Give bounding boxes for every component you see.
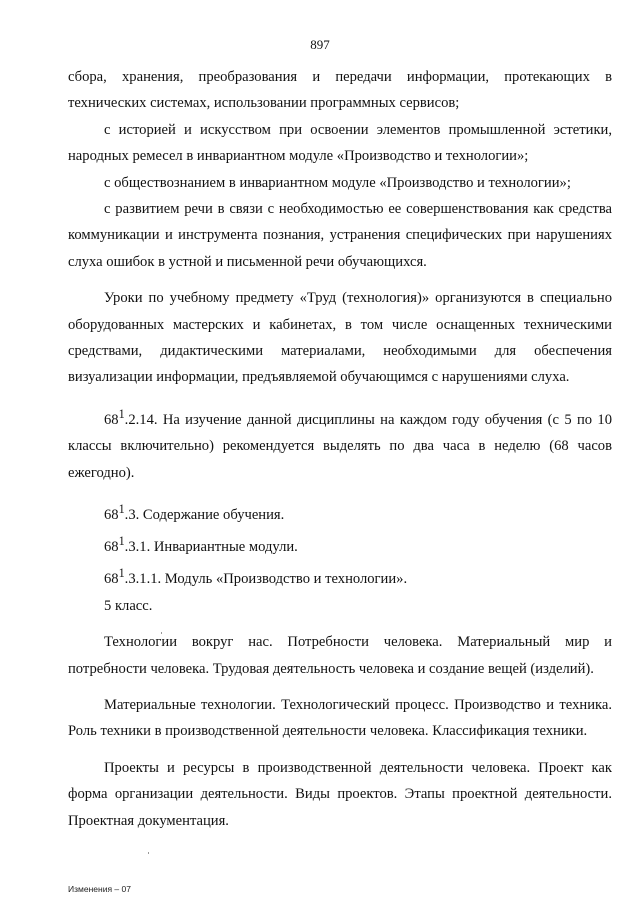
paragraph-text: сбора, хранения, преобразования и передачи информации, протекающих в технических системах, использовании программных сервисов; [68,69,612,112]
paragraph-text: .2.14. На изучение данной дисциплины на каждом году обучения (с 5 по 10 классы включительно) рекомендуется выделять по два часа в неделю (68 часов ежегодно). [68,411,612,481]
section-number: 68 [104,539,119,556]
paragraph-text: с историей и искусством при освоении элементов промышленной эстетики, народных ремесел в инвариантном модуле «Производство и технологии»; [68,121,612,165]
heading-text: 5 класс. [104,597,153,614]
section-number: 68 [104,506,119,523]
paragraph-text: с обществознанием в инвариантном модуле «Производство и технологии»; [104,174,571,191]
heading-content [68,496,612,528]
section-number: 68 [104,571,119,588]
paragraph-social-studies [68,170,612,196]
paragraph-material-technologies [68,692,612,745]
section-superscript: 1 [118,534,125,549]
paragraph-text: с развитием речи в связи с необходимостью ее совершенствования как средства коммуникации и инструмента познания, устранения специфических при нарушениях слуха ошибок в устной и письменной речи обучающихся. [68,201,612,270]
heading-module-production [68,560,612,592]
paragraph-speech-development [68,196,612,275]
heading-invariant-modules [68,528,612,560]
paragraph-technologies-around [68,629,612,682]
scan-speck [148,852,149,854]
paragraph-text: Проекты и ресурсы в производственной деятельности человека. Проект как форма организации деятельности. Виды проектов. Этапы проектной деятельности. Проектная документация. [68,759,612,829]
scan-speck [161,632,162,634]
heading-text: .3. Содержание обучения. [124,506,285,523]
section-superscript: 1 [118,501,125,516]
document-body [68,64,612,834]
section-superscript: 1 [118,406,125,421]
heading-grade-5 [68,593,612,619]
paragraph-text: Технологии вокруг нас. Потребности человека. Материальный мир и потребности человека. Трудовая деятельность человека и создание вещей (изделий). [68,634,612,677]
section-number: 68 [104,411,119,428]
paragraph-study-hours [68,401,612,486]
paragraph-projects-resources [68,755,612,834]
page-number: 897 [310,37,330,52]
paragraph-history-art [68,117,612,170]
paragraph-information-systems [68,64,612,117]
paragraph-text: Уроки по учебному предмету «Труд (технология)» организуются в специально оборудованных мастерских и кабинетах, в том числе оснащенных техническими средствами, дидактическими материалами, необходимыми для обеспечения визуализации информации, предъявляемой обучающимся с нарушениями слуха. [68,290,612,386]
footer-revision-note: Изменения – 07 [68,884,131,894]
paragraph-lessons-equipment [68,285,612,391]
heading-text: .3.1.1. Модуль «Производство и технологии». [124,571,408,588]
paragraph-text: Материальные технологии. Технологический процесс. Производство и техника. Роль техники в производственной деятельности человека. Классификация техники. [68,696,612,740]
heading-text: .3.1. Инвариантные модули. [124,539,298,556]
section-superscript: 1 [118,566,125,581]
